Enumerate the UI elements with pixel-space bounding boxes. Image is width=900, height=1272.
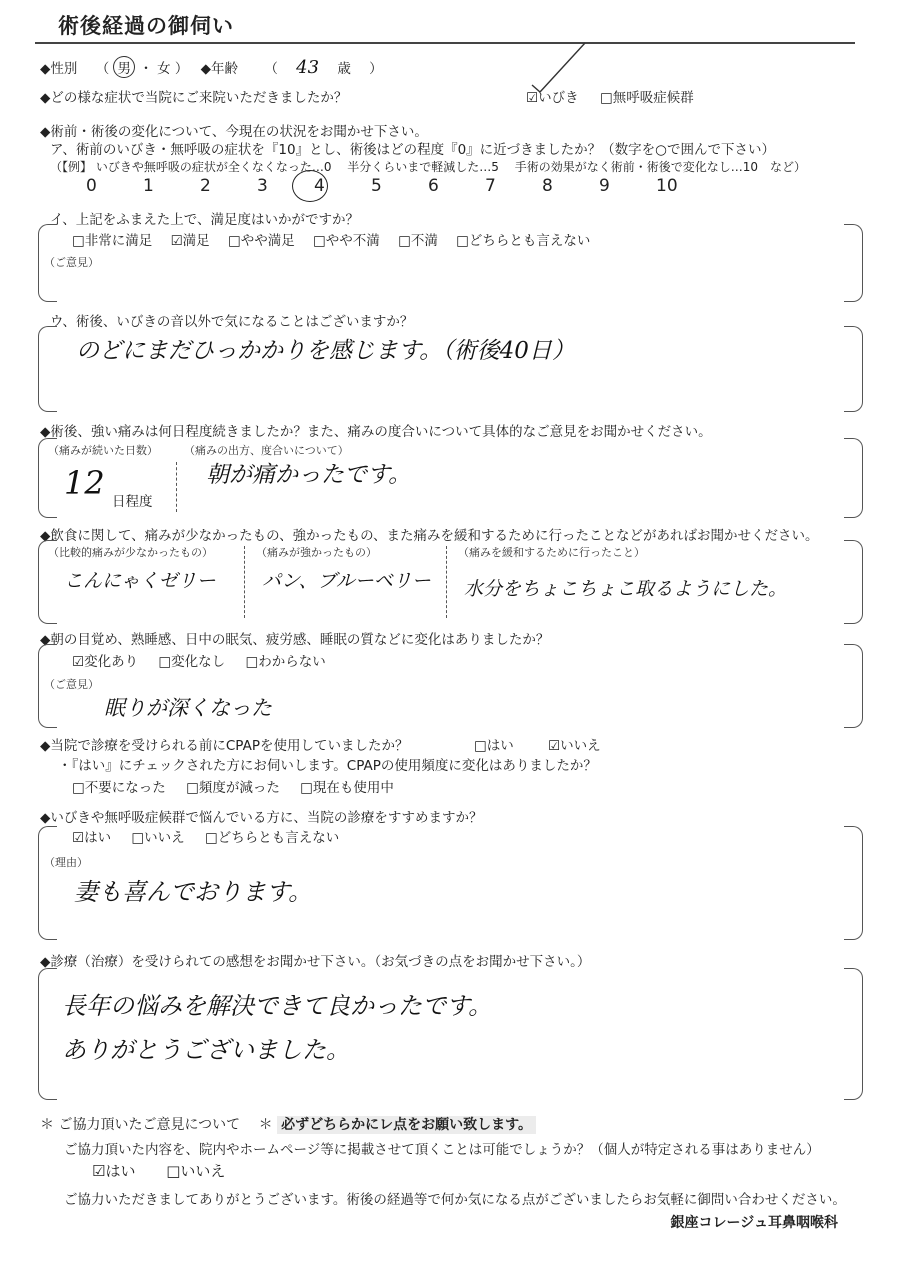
footer-thanks: ご協力いただきましてありがとうございます。術後の経過等で何か気になる点がございましたらお気軽に御問い合わせください。 xyxy=(64,1192,846,1208)
cpap-yes-option[interactable]: □はい xyxy=(474,738,514,754)
sex-age-row xyxy=(40,56,383,78)
cpap-followup: ・『はい』にチェックされた方にお伺いします。CPAPの使用頻度に変化はありましたか？ xyxy=(58,758,597,774)
symptom-question: ◆どの様な症状で当院にご来院いただきましたか？ xyxy=(40,90,348,106)
satisfaction-dissatisfied[interactable]: □不満 xyxy=(398,233,438,249)
scale-10[interactable]: 10 xyxy=(656,176,678,196)
scale-5[interactable]: 5 xyxy=(371,176,382,196)
sleep-opinion-label: （ご意見） xyxy=(44,678,99,691)
food-col3-label: （痛みを緩和するために行ったこと） xyxy=(458,546,645,559)
satisfaction-options xyxy=(72,229,590,249)
recommend-bracket-left xyxy=(38,826,57,940)
sleep-unknown-option[interactable]: □わからない xyxy=(245,654,326,670)
cpap-still-using[interactable]: □現在も使用中 xyxy=(300,780,394,796)
food-divider-2 xyxy=(446,546,447,618)
sex-open: （ xyxy=(95,61,110,77)
scale-row xyxy=(86,176,713,196)
symptom-snoring-option[interactable]: ☑いびき xyxy=(526,90,579,106)
impression-bracket-right xyxy=(844,968,863,1100)
title-underline xyxy=(35,42,855,44)
food-col2-value[interactable]: パン、ブルーベリー xyxy=(262,570,431,592)
scale-6[interactable]: 6 xyxy=(428,176,439,196)
satisfaction-neither[interactable]: □どちらとも言えない xyxy=(456,233,591,249)
recommend-yes-option[interactable]: ☑はい xyxy=(72,830,112,846)
food-bracket-right xyxy=(844,540,863,624)
change-example: （【例】 いびきや無呼吸の症状が全くなくなった…0 半分くらいまで軽減した…5 手術の効果がなく術前・術後で変化なし…10 など） xyxy=(50,160,806,174)
age-label: ◆年齢 xyxy=(200,61,239,77)
page-title: 術後経過の御伺い xyxy=(58,14,234,38)
pain-bracket-right xyxy=(844,438,863,518)
footer-note-asterisk: ＊ xyxy=(258,1117,273,1133)
sex-separator: ・ xyxy=(139,61,153,77)
sex-female-option[interactable]: 女 xyxy=(157,61,171,77)
sleep-question: ◆朝の目覚め、熟睡感、日中の眠気、疲労感、睡眠の質などに変化はありましたか？ xyxy=(40,632,550,648)
cpap-followup-options xyxy=(72,776,394,796)
u-answer[interactable]: のどにまだひっかかりを感じます。（術後40日） xyxy=(76,338,575,364)
sleep-unchanged-option[interactable]: □変化なし xyxy=(158,654,226,670)
change-a-question: ア、術前のいびき・無呼吸の症状を『10』とし、術後はどの程度『0』に近づきましたか？（数字を○で囲んで下さい） xyxy=(50,142,775,158)
scale-8[interactable]: 8 xyxy=(542,176,553,196)
pain-detail-value[interactable]: 朝が痛かったです。 xyxy=(206,462,412,488)
food-divider-1 xyxy=(244,546,245,618)
change-i-question: イ、上記をふまえた上で、満足度はいかがですか？ xyxy=(50,212,360,228)
impression-line-2[interactable]: ありがとうございました。 xyxy=(62,1036,350,1064)
footer-note-opinions: ＊ ご協力頂いたご意見について xyxy=(40,1117,241,1133)
pain-divider xyxy=(176,462,177,512)
scale-3[interactable]: 3 xyxy=(257,176,268,196)
food-col1-label: （比較的痛みが少なかったもの） xyxy=(48,546,213,559)
satisfaction-somewhat-dissatisfied[interactable]: □やや不満 xyxy=(313,233,380,249)
pain-days-label: （痛みが続いた日数） xyxy=(48,444,158,457)
footer-permission-options xyxy=(92,1160,225,1181)
satisfaction-very-satisfied[interactable]: □非常に満足 xyxy=(72,233,153,249)
footer-required-note: 必ずどちらかにレ点をお願い致します。 xyxy=(277,1116,536,1134)
sleep-opinion-value[interactable]: 眠りが深くなった xyxy=(104,696,272,720)
age-close: ） xyxy=(369,61,383,77)
sex-label: ◆性別 xyxy=(40,61,78,77)
pain-days-value[interactable]: 12 xyxy=(64,464,105,502)
impression-question: ◆診療（治療）を受けられての感想をお聞かせ下さい。（お気づきの点をお聞かせ下さい。） xyxy=(40,954,591,970)
impression-line-1[interactable]: 長年の悩みを解決できて良かったです。 xyxy=(62,992,493,1020)
food-col2-label: （痛みが強かったもの） xyxy=(256,546,377,559)
change-heading: ◆術前・術後の変化について、今現在の状況をお聞かせ下さい。 xyxy=(40,124,428,140)
cpap-no-option[interactable]: ☑いいえ xyxy=(548,738,601,754)
pain-days-unit: 日程度 xyxy=(112,494,153,510)
satisfaction-somewhat-satisfied[interactable]: □やや満足 xyxy=(227,233,295,249)
pain-question: ◆術後、強い痛みは何日程度続きましたか？また、痛みの度合いについて具体的なご意見をお聞かせください。 xyxy=(40,424,712,440)
u-question: ウ、術後、いびきの音以外で気になることはございますか？ xyxy=(50,314,414,330)
footer-note xyxy=(40,1114,536,1134)
satisfaction-opinion-label: （ご意見） xyxy=(44,256,99,269)
recommend-reason-label: （理由） xyxy=(44,856,88,869)
sex-male-option[interactable]: 男 xyxy=(113,56,135,78)
food-col1-value[interactable]: こんにゃくゼリー xyxy=(64,570,216,592)
pain-detail-label: （痛みの出方、度合いについて） xyxy=(184,444,349,457)
scale-9[interactable]: 9 xyxy=(599,176,610,196)
sleep-bracket-right xyxy=(844,644,863,728)
age-open: （ xyxy=(264,61,278,77)
u-bracket-left xyxy=(38,326,57,412)
recommend-question: ◆いびきや無呼吸症候群で悩んでいる方に、当院の診療をすすめますか？ xyxy=(40,810,483,826)
scale-4[interactable]: 4 xyxy=(314,176,325,196)
satisfaction-bracket-right xyxy=(844,224,863,302)
cpap-no-longer-needed[interactable]: □不要になった xyxy=(72,780,166,796)
scale-1[interactable]: 1 xyxy=(143,176,154,196)
symptom-apnea-option[interactable]: □無呼吸症候群 xyxy=(600,90,694,106)
food-col3-value[interactable]: 水分をちょこちょこ取るようにした。 xyxy=(464,578,788,600)
food-question: ◆飲食に関して、痛みが少なかったもの、強かったもの、また痛みを緩和するために行ったことなどがあればお聞かせください。 xyxy=(40,528,819,544)
recommend-bracket-right xyxy=(844,826,863,940)
sex-close: ） xyxy=(174,61,189,77)
scale-7[interactable]: 7 xyxy=(485,176,496,196)
recommend-options xyxy=(72,826,339,846)
scale-2[interactable]: 2 xyxy=(200,176,211,196)
sleep-changed-option[interactable]: ☑変化あり xyxy=(72,654,139,670)
sleep-options xyxy=(72,650,326,670)
u-bracket-right xyxy=(844,326,863,412)
recommend-neither-option[interactable]: □どちらとも言えない xyxy=(204,830,340,846)
scale-0[interactable]: 0 xyxy=(86,176,97,196)
satisfaction-satisfied[interactable]: ☑満足 xyxy=(170,233,210,249)
permission-yes-option[interactable]: ☑はい xyxy=(92,1162,136,1180)
impression-bracket-left xyxy=(38,968,57,1100)
age-unit: 歳 xyxy=(337,61,351,77)
permission-no-option[interactable]: □いいえ xyxy=(166,1162,226,1180)
footer-permission-question: ご協力頂いた内容を、院内やホームページ等に掲載させて頂くことは可能でしょうか？（個人が特定される事はありません） xyxy=(64,1142,820,1158)
cpap-question: ◆当院で診療を受けられる前にCPAPを使用していましたか？ xyxy=(40,738,409,754)
clinic-name: 銀座コレージュ耳鼻咽喉科 xyxy=(670,1215,838,1231)
selected-scale-circle xyxy=(292,170,328,202)
recommend-no-option[interactable]: □いいえ xyxy=(131,830,185,846)
cpap-less-frequent[interactable]: □頻度が減った xyxy=(186,780,280,796)
age-value[interactable]: 43 xyxy=(296,57,320,78)
recommend-reason-value[interactable]: 妻も喜んでおります。 xyxy=(74,878,313,906)
